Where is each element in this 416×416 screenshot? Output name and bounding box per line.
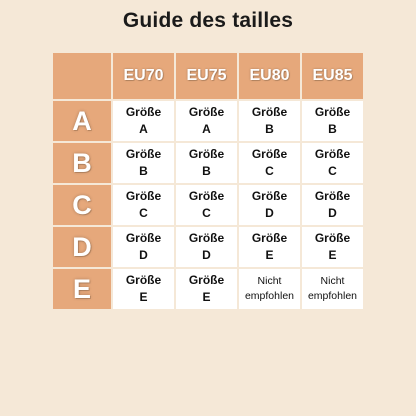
row-header-e: E [52,268,112,310]
cell-line-2: D [265,206,274,220]
cell-line-2: E [139,290,148,304]
size-cell [175,142,238,184]
cell-line-2: C [202,206,211,220]
cell-line-1: Größe [125,189,162,203]
cell-line-2: C [265,164,274,178]
cell-line-2: B [328,122,337,136]
cell-line-1: Größe [188,189,225,203]
corner-cell [52,52,112,100]
column-header-eu70: EU70 [112,52,175,100]
cell-line-1: Größe [125,147,162,161]
row-header-a: A [52,100,112,142]
cell-line-2: D [202,248,211,262]
cell-line-1: Größe [125,231,162,245]
cell-line-1: Größe [188,147,225,161]
cell-line-2: E [265,248,274,262]
row-header-c: C [52,184,112,226]
size-cell-not-recommended [301,268,364,310]
cell-line-2: D [139,248,148,262]
cell-line-2: B [202,164,211,178]
table-row [52,226,364,268]
cell-line-1: Größe [314,105,351,119]
size-cell [175,268,238,310]
cell-line-1: Nicht [320,275,345,287]
size-cell [112,226,175,268]
cell-line-1: Größe [125,105,162,119]
size-cell [301,226,364,268]
size-cell [175,100,238,142]
column-header-eu80: EU80 [238,52,301,100]
cell-line-2: C [328,164,337,178]
size-chart-table [51,51,365,311]
size-cell [238,184,301,226]
column-header-eu85: EU85 [301,52,364,100]
size-cell [112,142,175,184]
header-row [52,52,364,100]
table-row [52,268,364,310]
cell-line-2: B [265,122,274,136]
size-cell-not-recommended [238,268,301,310]
size-cell [112,184,175,226]
row-header-b: B [52,142,112,184]
cell-line-2: A [139,122,148,136]
cell-line-1: Größe [188,105,225,119]
size-cell [238,142,301,184]
cell-line-2: B [139,164,148,178]
cell-line-2: E [202,290,211,304]
column-header-eu75: EU75 [175,52,238,100]
size-cell [238,226,301,268]
cell-line-1: Größe [251,147,288,161]
cell-line-2: A [202,122,211,136]
size-cell [301,100,364,142]
cell-line-2: empfohlen [244,290,295,302]
size-cell [112,100,175,142]
cell-line-2: E [328,248,337,262]
cell-line-1: Größe [251,189,288,203]
cell-line-1: Größe [125,273,162,287]
row-header-d: D [52,226,112,268]
table-row [52,142,364,184]
table-row [52,100,364,142]
cell-line-1: Größe [314,189,351,203]
cell-line-1: Größe [314,231,351,245]
size-cell [112,268,175,310]
size-cell [238,100,301,142]
cell-line-1: Größe [251,231,288,245]
size-cell [301,184,364,226]
cell-line-2: empfohlen [307,290,358,302]
page-title: Guide des tailles [122,9,294,32]
cell-line-2: D [328,206,337,220]
size-cell [175,226,238,268]
cell-line-1: Größe [251,105,288,119]
cell-line-1: Größe [188,273,225,287]
cell-line-1: Nicht [257,275,282,287]
size-cell [175,184,238,226]
size-cell [301,142,364,184]
cell-line-1: Größe [188,231,225,245]
cell-line-2: C [139,206,148,220]
cell-line-1: Größe [314,147,351,161]
table-row [52,184,364,226]
